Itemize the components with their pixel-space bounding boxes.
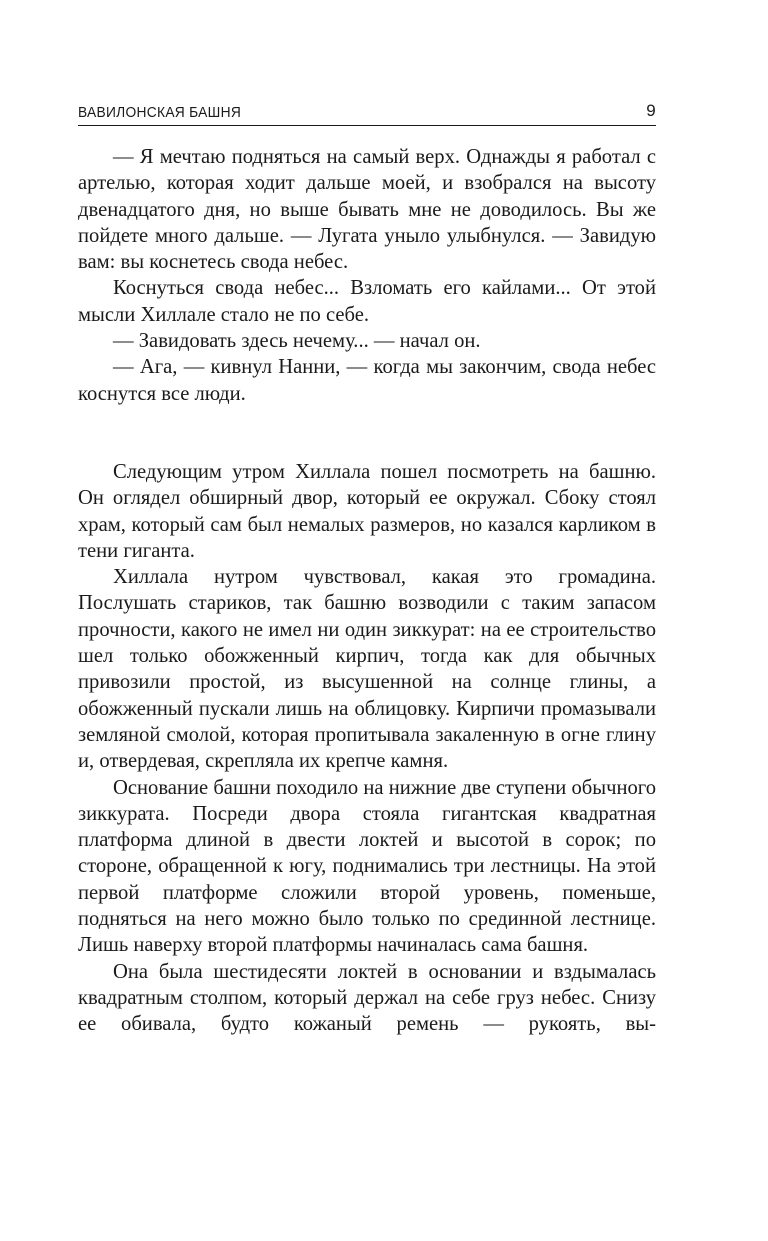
running-title: ВАВИЛОНСКАЯ БАШНЯ (78, 104, 242, 121)
body-text (78, 144, 656, 1038)
book-page (78, 100, 656, 1038)
paragraph: Хиллала нутром чувствовал, какая это громадина. Послушать стариков, так башню возводили с таким запасом прочности, какого не имел ни один зиккурат: на ее строительство шел только обожженный кирпич, тогда как для обычных привозили простой, из высушенной на солнце глины, а обожженный пускали лишь на облицовку. Кирпичи промазывали земляной смолой, которая пропитывала закаленную в огне глину и, отвердевая, скрепляла их крепче камня. (78, 566, 656, 773)
paragraph: — Я мечтаю подняться на самый верх. Однажды я работал с артелью, которая ходит дальше моей, и взобрался на высоту двенадцатого дня, но выше бывать мне не доводилось. Вы же пойдете много дальше. — Лугата уныло улыбнулся. — Завидую вам: вы коснетесь свода небес. (78, 146, 656, 274)
paragraph: — Ага, — кивнул Нанни, — когда мы закончим, свода небес коснутся все люди. (78, 356, 656, 405)
page-number: 9 (646, 101, 656, 120)
paragraph: Основание башни походило на нижние две ступени обычного зиккурата. Посреди двора стояла гигантская квадратная платформа длиной в двести локтей и высотой в сорок; по стороне, обращенной к югу, поднимались три лестницы. На этой первой платформе сложили второй уровень, поменьше, подняться на него можно было только по срединной лестнице. Лишь наверху второй платформы начиналась сама башня. (78, 776, 656, 957)
section-break (78, 407, 656, 459)
paragraph: Следующим утром Хиллала пошел посмотреть на башню. Он оглядел обширный двор, который ее окружал. Сбоку стоял храм, который сам был немалых размеров, но казался карликом в тени гиганта. (78, 460, 656, 562)
paragraph: Коснуться свода небес... Взломать его кайлами... От этой мысли Хиллале стало не по себе. (78, 277, 656, 326)
paragraph: Она была шестидесяти локтей в основании и вздымалась квадратным столпом, который держал на себе груз небес. Снизу ее обивала, будто кожаный ремень — рукоять, вы- (78, 960, 656, 1036)
running-head (78, 100, 656, 126)
paragraph: — Завидовать здесь нечему... — начал он. (113, 330, 481, 353)
